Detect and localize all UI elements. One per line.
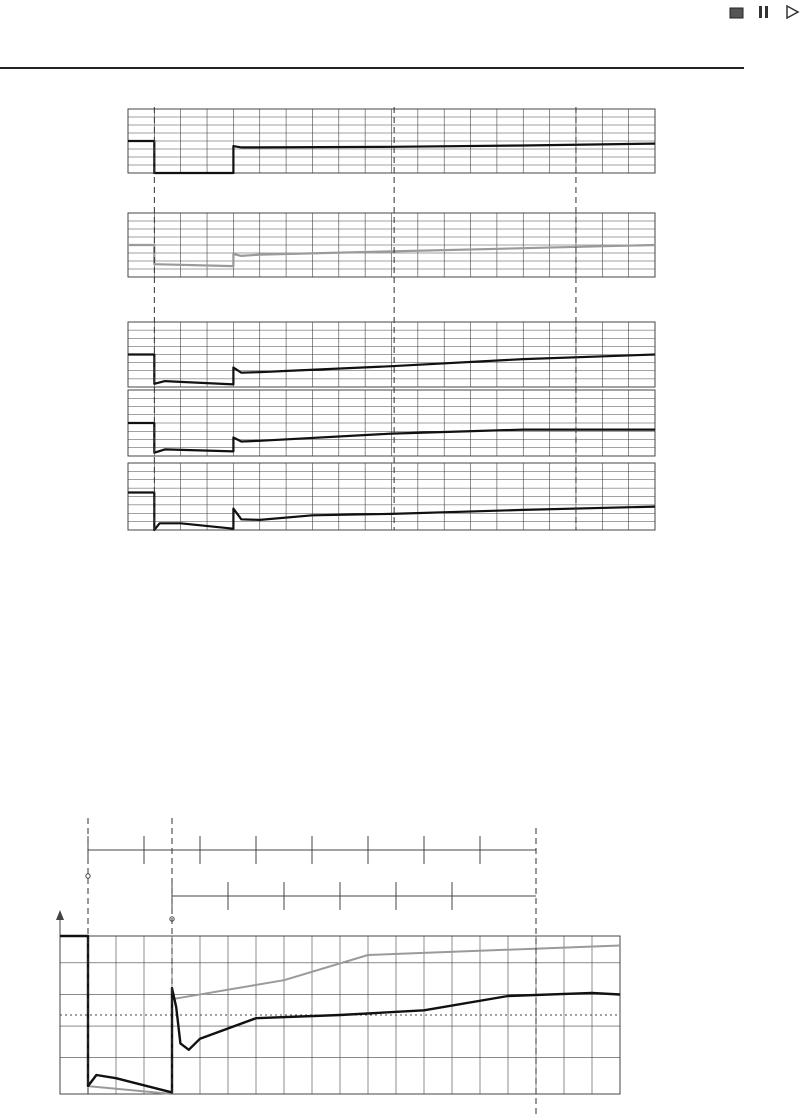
pause-icon [754,2,774,22]
stop-button[interactable] [727,2,747,22]
gate-origin-circle [86,874,90,878]
strip-chart-group [0,90,808,550]
stop-icon [727,2,747,22]
play-button[interactable] [782,2,802,22]
gate-row-a [88,836,536,864]
header-divider [0,67,744,69]
y-axis-arrow [56,910,64,920]
pause-button[interactable] [754,2,774,22]
playback-toolbar [722,0,808,24]
detail-chart [0,810,808,1114]
play-icon [782,2,802,22]
gate-row-b [172,882,536,910]
